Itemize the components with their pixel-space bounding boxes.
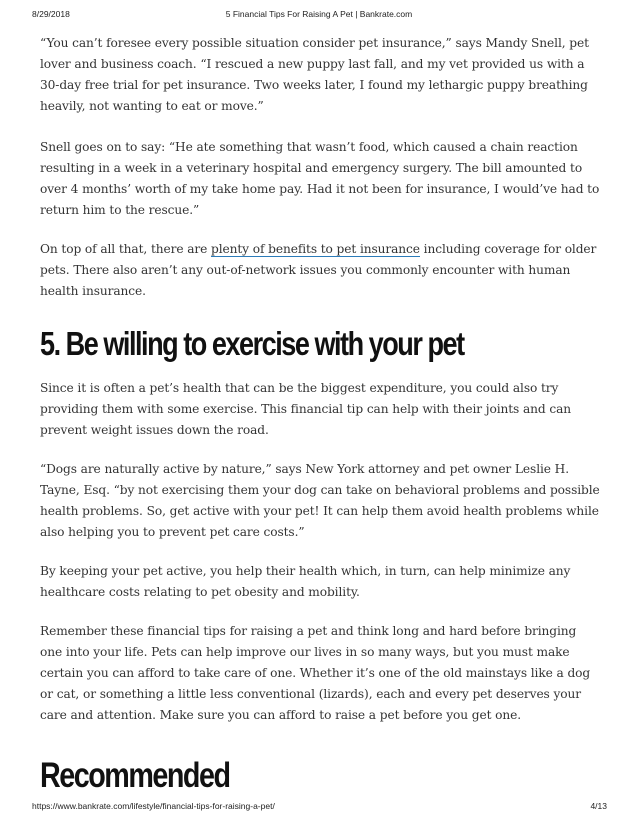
article-body (40, 33, 600, 796)
pet-insurance-benefits-link[interactable]: plenty of benefits to pet insurance (211, 242, 420, 256)
article-paragraph: “You can’t foresee every possible situation consider pet insurance,” says Mandy Snell, pet lover and business coach. “I rescued a new puppy last fall, and my vet provided us with a 30-day free trial for pet insurance. Two weeks later, I found my lethargic puppy breathing heavily, not wanting to eat or move.” (40, 36, 589, 113)
recommended-heading: Recommended (40, 756, 230, 795)
article-paragraph (40, 239, 600, 302)
print-page-number: 4/13 (590, 801, 607, 811)
article-paragraph: Remember these financial tips for raising a pet and think long and hard before bringing one into your life. Pets can help improve our lives in so many ways, but you must make certain you can afford to take care of one. Whether it’s one of the old mainstays like a dog or cat, or something a little less conventional (lizards), each and every pet deserves your care and attention. Make sure you can afford to raise a pet before you get one. (40, 624, 591, 722)
article-paragraph: Snell goes on to say: “He ate something that wasn’t food, which caused a chain reaction resulting in a week in a veterinary hospital and emergency surgery. The bill amounted to over 4 months’ worth of my take home pay. Had it not been for insurance, I would’ve had to return him to the rescue.” (40, 140, 600, 217)
article-paragraph: “Dogs are naturally active by nature,” says New York attorney and pet owner Leslie H. Tayne, Esq. “by not exercising them your dog can take on behavioral problems and possible health problems. So, get active with your pet! It can help them avoid health problems while also helping you to prevent pet care costs.” (40, 462, 600, 539)
print-footer (0, 801, 638, 813)
print-header (0, 9, 638, 21)
print-url: https://www.bankrate.com/lifestyle/financial-tips-for-raising-a-pet/ (32, 801, 275, 811)
paragraph-text: including coverage for older pets. There also aren’t any out-of-network issues you commonly encounter with human health insurance. (40, 242, 597, 298)
article-paragraph: Since it is often a pet’s health that can be the biggest expenditure, you could also try providing them with some exercise. This financial tip can help with their joints and can prevent weight issues down the road. (40, 381, 572, 437)
print-date: 8/29/2018 (32, 9, 70, 19)
article-paragraph: By keeping your pet active, you help their health which, in turn, can help minimize any healthcare costs relating to pet obesity and mobility. (40, 564, 571, 599)
print-page-title: 5 Financial Tips For Raising A Pet | Bankrate.com (225, 9, 413, 19)
section-heading: 5. Be willing to exercise with your pet (40, 325, 464, 362)
paragraph-text: On top of all that, there are (40, 242, 211, 256)
